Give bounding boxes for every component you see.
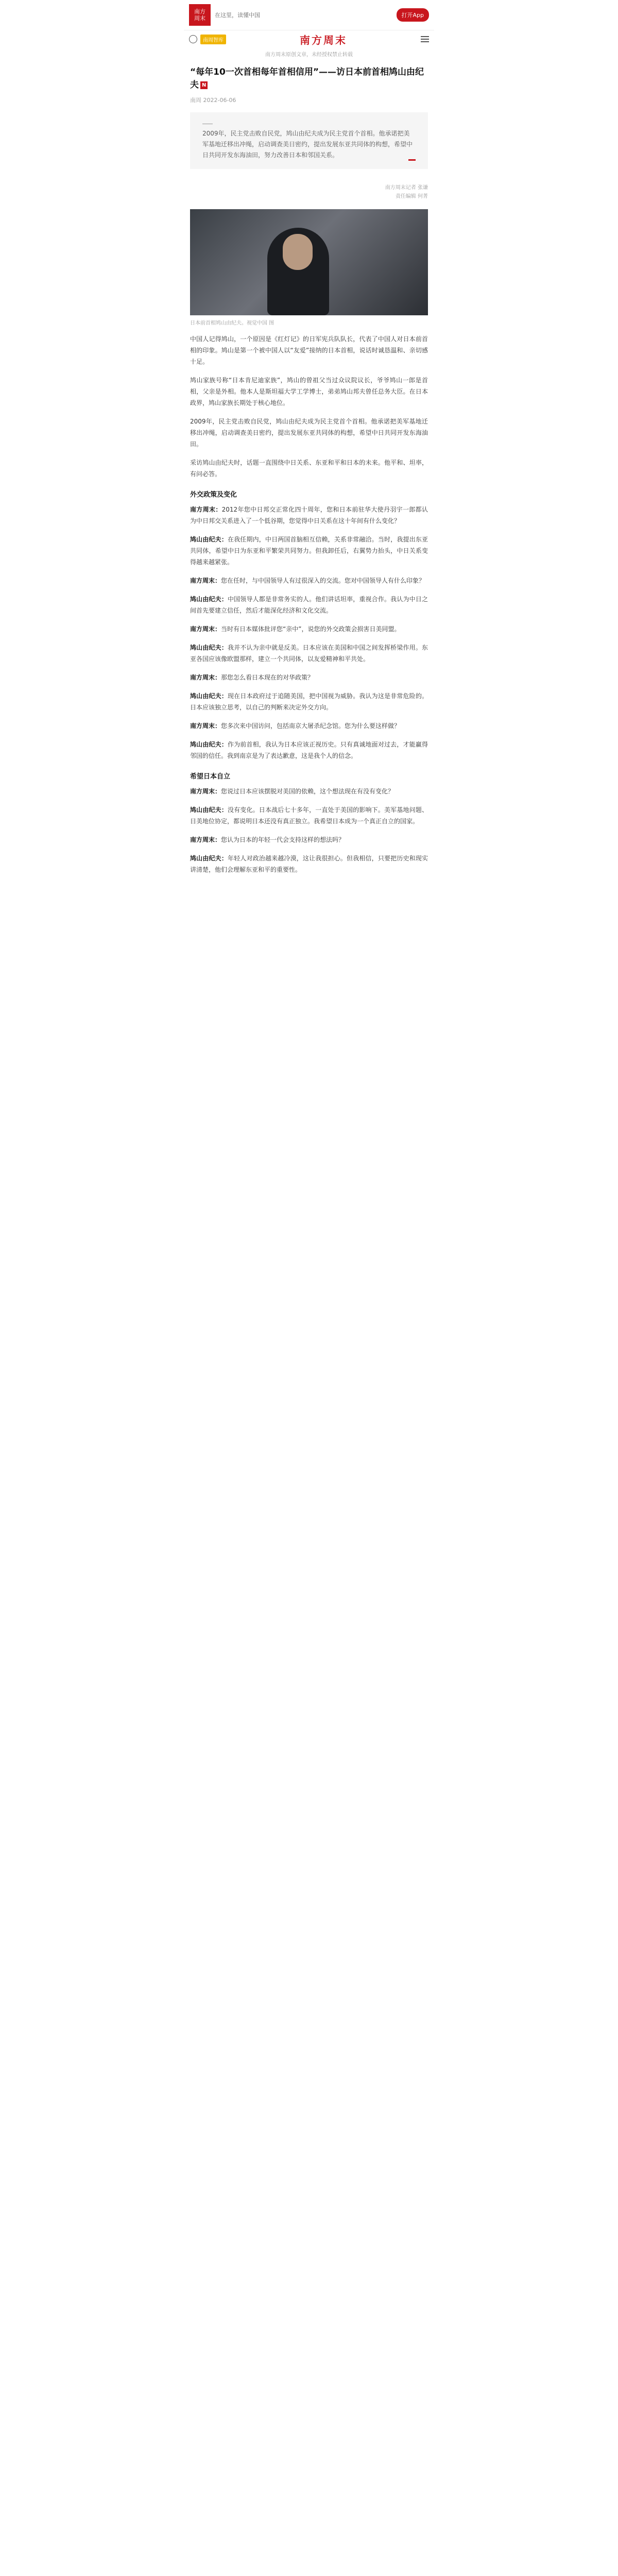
- section-heading: 外交政策及变化: [190, 491, 237, 499]
- qa-speaker: 鸠山由纪夫: [190, 692, 221, 700]
- qa-speaker: 鸠山由纪夫: [190, 596, 221, 603]
- intro-paragraph: 采访鸠山由纪夫时，话题一直围绕中日关系、东亚和平和日本的未来。他平和、坦率，有问必答。: [190, 459, 428, 478]
- paid-badge: N: [200, 81, 208, 89]
- credit-editor: 责任编辑 何菁: [395, 194, 428, 199]
- slogan: 在这里，读懂中国: [215, 12, 260, 19]
- qa-paragraph: 鸠山由纪夫：现在日本政府过于追随美国，把中国视为威胁。我认为这是非常危险的。日本应该独立思考，以自己的判断来决定外交方向。: [190, 692, 428, 711]
- qa-text: 现在日本政府过于追随美国，把中国视为威胁。我认为这是非常危险的。日本应该独立思考，以自己的判断来决定外交方向。: [190, 692, 428, 711]
- logo: [189, 4, 211, 26]
- qa-speaker: 鸠山由纪夫: [190, 741, 221, 748]
- qa-speaker: 鸠山由纪夫: [190, 644, 221, 651]
- open-app-button[interactable]: 打开App: [397, 8, 430, 22]
- qa-text: 您说过日本应该摆脱对美国的依赖，这个想法现在有没有变化？: [221, 788, 394, 795]
- qa-paragraph: 鸠山由纪夫：年轻人对政治越来越冷漠，这让我很担心。但我相信，只要把历史和现实讲清楚，他们会理解东亚和平的重要性。: [190, 855, 428, 873]
- article-meta: 南周 2022-06-06: [190, 97, 236, 104]
- copyright-notice: 南方周末原创文章，未经授权禁止转载: [265, 52, 353, 58]
- qa-text: 作为前首相，我认为日本应该正视历史。只有真诚地面对过去，才能赢得邻国的信任。我到南京是为了表达歉意，这是我个人的信念。: [190, 741, 428, 759]
- qa-paragraph: 南方周末：您认为日本的年轻一代会支持这样的想法吗？: [190, 836, 345, 843]
- qa-text: 没有变化。日本战后七十多年，一直处于美国的影响下。美军基地问题、日美地位协定，都说明日本还没有真正独立。我希望日本成为一个真正自立的国家。: [190, 806, 428, 825]
- intro-paragraph: 鸠山家族号称“日本肯尼迪家族”，鸠山的曾祖父当过众议院议长，爷爷鸠山一郎是首相，父亲是外相。他本人是斯坦福大学工学博士，弟弟鸠山邦夫曾任总务大臣。在日本政界，鸠山家族长期处于核心地位。: [190, 377, 428, 406]
- qa-speaker: 南方周末: [190, 674, 215, 681]
- qa-speaker: 南方周末: [190, 836, 215, 843]
- qa-paragraph: 南方周末：您说过日本应该摆脱对美国的依赖，这个想法现在有没有变化？: [190, 788, 394, 795]
- intro-paragraph: 2009年，民主党击败自民党，鸠山由纪夫成为民主党首个首相。他承诺把美军基地迁移出冲绳，启动调查美日密约，提出发展东亚共同体的构想，希望中日共同开发东海油田。: [190, 418, 428, 448]
- qa-text: 在我任期内，中日两国首脑相互信赖，关系非常融洽。当时，我提出东亚共同体，希望中日为东亚和平繁荣共同努力。但我卸任后，右翼势力抬头，中日关系变得越来越紧张。: [190, 536, 428, 566]
- qa-text: 年轻人对政治越来越冷漠，这让我很担心。但我相信，只要把历史和现实讲清楚，他们会理解东亚和平的重要性。: [190, 855, 428, 873]
- qa-text: 中国领导人都是非常务实的人。他们讲话坦率，重视合作。我认为中日之间首先要建立信任，然后才能深化经济和文化交流。: [190, 596, 428, 614]
- credits: [190, 183, 428, 201]
- qa-speaker: 南方周末: [190, 577, 215, 584]
- navbar: [184, 30, 434, 48]
- qa-paragraph: 南方周末：您多次来中国访问，包括南京大屠杀纪念馆。您为什么要这样做？: [190, 722, 401, 730]
- qa-speaker: 南方周末: [190, 625, 215, 633]
- logo-line1: 南方: [194, 8, 205, 15]
- qa-paragraph: 南方周末：您在任时，与中国领导人有过很深入的交流。您对中国领导人有什么印象？: [190, 577, 425, 584]
- summary-text: 2009年，民主党击败自民党，鸠山由纪夫成为民主党首个首相。他承诺把美军基地迁移出冲绳，启动调查美日密约，提出发展东亚共同体的构想，希望中日共同开发东海油田，努力改善日本和邻国关系。: [202, 130, 413, 159]
- brand: [215, 11, 260, 19]
- qa-text: 那您怎么看日本现在的对华政策？: [221, 674, 314, 681]
- qa-speaker: 鸠山由纪夫: [190, 855, 221, 862]
- title-text: “每年10一次首相每年首相信用”——访日本前首相鸠山由纪夫: [190, 67, 424, 90]
- app-banner: [184, 0, 434, 30]
- masthead: 南方周末: [300, 33, 347, 46]
- qa-text: 您认为日本的年轻一代会支持这样的想法吗？: [221, 836, 345, 843]
- qa-paragraph: 鸠山由纪夫：在我任期内，中日两国首脑相互信赖，关系非常融洽。当时，我提出东亚共同体，希望中日为东亚和平繁荣共同努力。但我卸任后，右翼势力抬头，中日关系变得越来越紧张。: [190, 536, 428, 566]
- intro-paragraph: 中国人记得鸠山，一个原因是《红灯记》的日军宪兵队队长，代表了中国人对日本前首相的印象。鸠山是第一个被中国人以“友爱”接纳的日本首相，说话时诚恳温和、亲切感十足。: [190, 335, 428, 365]
- summary-endmark: [408, 159, 416, 161]
- qa-paragraph: 南方周末：2012年您中日邦交正常化四十周年，您和日本前驻华大使丹羽宇一郎都认为中日邦交关系进入了一个低谷期，您觉得中日关系在这十年间有什么变化？: [190, 506, 428, 524]
- qa-speaker: 鸠山由纪夫: [190, 536, 221, 543]
- qa-speaker: 南方周末: [190, 506, 216, 513]
- menu-icon[interactable]: [421, 36, 429, 42]
- qa-text: 您在任时，与中国领导人有过很深入的交流。您对中国领导人有什么印象？: [221, 577, 425, 584]
- article-summary: [190, 112, 428, 169]
- qa-speaker: 鸠山由纪夫: [190, 806, 221, 814]
- qa-list: [190, 504, 428, 761]
- qa-paragraph: 南方周末：那您怎么看日本现在的对华政策？: [190, 674, 314, 681]
- article-title: [190, 66, 428, 92]
- article-photo[interactable]: [190, 209, 428, 315]
- home-icon[interactable]: [189, 35, 197, 43]
- qa-text: 当时有日本媒体批评您“亲中”，说您的外交政策会损害日美同盟。: [221, 625, 401, 633]
- qa-paragraph: 鸠山由纪夫：我并不认为亲中就是反美。日本应该在美国和中国之间发挥桥梁作用。东亚各国应该像欧盟那样，建立一个共同体，以友爱精神和平共处。: [190, 644, 428, 663]
- qa-paragraph: 鸠山由纪夫：中国领导人都是非常务实的人。他们讲话坦率，重视合作。我认为中日之间首先要建立信任，然后才能深化经济和文化交流。: [190, 596, 428, 614]
- qa-list: [190, 786, 428, 875]
- qa-paragraph: 鸠山由纪夫：没有变化。日本战后七十多年，一直处于美国的影响下。美军基地问题、日美地位协定，都说明日本还没有真正独立。我希望日本成为一个真正自立的国家。: [190, 806, 428, 825]
- qa-text: 我并不认为亲中就是反美。日本应该在美国和中国之间发挥桥梁作用。东亚各国应该像欧盟那样，建立一个共同体，以友爱精神和平共处。: [190, 644, 428, 663]
- photo-caption: 日本前首相鸠山由纪夫。视觉中国 图: [190, 320, 274, 326]
- qa-text: 2012年您中日邦交正常化四十周年，您和日本前驻华大使丹羽宇一郎都认为中日邦交关系进入了一个低谷期，您觉得中日关系在这十年间有什么变化？: [190, 506, 428, 524]
- credit-reporter: 南方周末记者 张谦: [385, 185, 428, 191]
- qa-paragraph: 鸠山由纪夫：作为前首相，我认为日本应该正视历史。只有真诚地面对过去，才能赢得邻国的信任。我到南京是为了表达歉意，这是我个人的信念。: [190, 741, 428, 759]
- logo-line2: 周末: [194, 15, 205, 22]
- photo-face: [283, 234, 313, 270]
- qa-text: 您多次来中国访问，包括南京大屠杀纪念馆。您为什么要这样做？: [221, 722, 401, 730]
- qa-paragraph: 南方周末：当时有日本媒体批评您“亲中”，说您的外交政策会损害日美同盟。: [190, 625, 401, 633]
- qa-speaker: 南方周末: [190, 788, 215, 795]
- section-heading: 希望日本自立: [190, 773, 231, 781]
- channel-tag[interactable]: 南周智库: [200, 35, 226, 44]
- article-content: [184, 66, 434, 875]
- article-page: [184, 0, 434, 2576]
- qa-speaker: 南方周末: [190, 722, 215, 730]
